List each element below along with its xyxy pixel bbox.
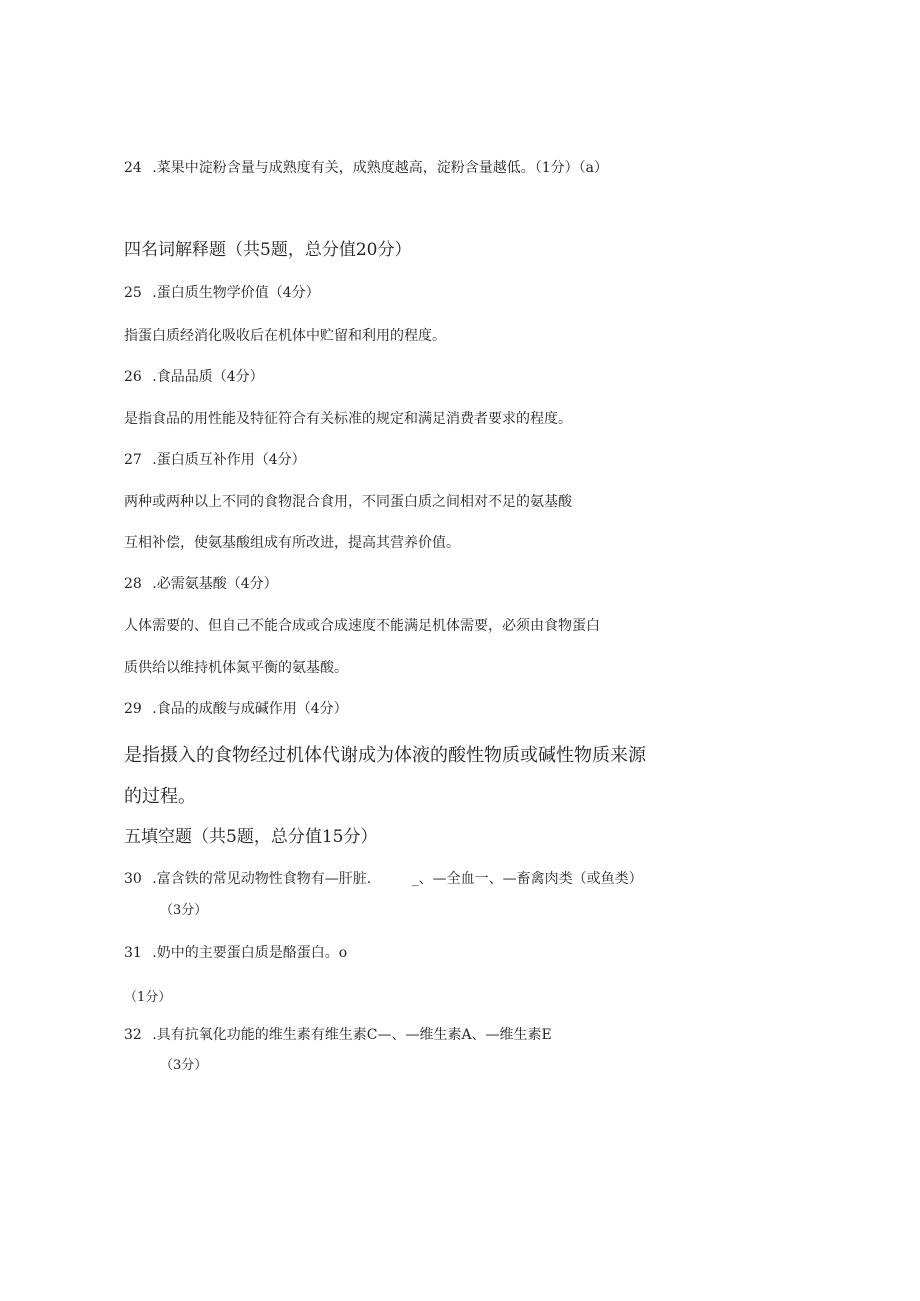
question-30 bbox=[124, 868, 643, 888]
question-31 bbox=[124, 942, 347, 962]
section-heading-5: 五填空题（共5题，总分值15分） bbox=[124, 827, 378, 847]
question-text: .食品品质（4分） bbox=[152, 369, 264, 385]
question-text: .必需氨基酸（4分） bbox=[152, 576, 278, 592]
question-28 bbox=[124, 573, 278, 593]
question-text: .蛋白质生物学价值（4分） bbox=[152, 285, 320, 301]
answer-28-line-2: 质供给以维持机体氮平衡的氨基酸。 bbox=[124, 660, 348, 676]
answer-27-line-1: 两种或两种以上不同的食物混合食用，不同蛋白质之间相对不足的氨基酸 bbox=[124, 494, 572, 510]
question-31-score: （1分） bbox=[124, 990, 172, 1005]
question-text: .富含铁的常见动物性食物有—肝脏. bbox=[152, 871, 372, 887]
question-number: 30 bbox=[124, 871, 142, 887]
question-text: .奶中的主要蛋白质是酪蛋白。o bbox=[152, 945, 348, 961]
question-number: 31 bbox=[124, 945, 142, 961]
question-text-tail: _、—全血一、—畜禽肉类（或鱼类） bbox=[411, 871, 643, 887]
question-30-score: （3分） bbox=[160, 903, 208, 918]
answer-29-line-1: 是指摄入的食物经过机体代谢成为体液的酸性物质或碱性物质来源 bbox=[124, 745, 646, 766]
question-number: 29 bbox=[124, 701, 142, 717]
question-number: 25 bbox=[124, 285, 142, 301]
answer-28-line-1: 人体需要的、但自己不能合成或合成速度不能满足机体需要，必须由食物蛋白 bbox=[124, 618, 600, 634]
answer-25: 指蛋白质经消化吸收后在机体中贮留和利用的程度。 bbox=[124, 328, 446, 344]
question-number: 26 bbox=[124, 369, 142, 385]
answer-26: 是指食品的用性能及特征符合有关标准的规定和满足消费者要求的程度。 bbox=[124, 411, 572, 427]
section-heading-4: 四名词解释题（共5题，总分值20分） bbox=[124, 240, 412, 260]
answer-27-line-2: 互相补偿，使氨基酸组成有所改进，提高其营养价值。 bbox=[124, 535, 460, 551]
question-number: 28 bbox=[124, 576, 142, 592]
question-27 bbox=[124, 449, 306, 469]
question-24 bbox=[124, 157, 608, 177]
question-text: .蛋白质互补作用（4分） bbox=[152, 452, 306, 468]
question-32-score: （3分） bbox=[160, 1058, 208, 1073]
question-32 bbox=[124, 1024, 552, 1044]
question-number: 27 bbox=[124, 452, 142, 468]
question-text: .食品的成酸与成碱作用（4分） bbox=[152, 701, 348, 717]
question-number: 24 bbox=[124, 160, 142, 176]
question-text: .菜果中淀粉含量与成熟度有关，成熟度越高，淀粉含量越低。（1分）（a） bbox=[152, 160, 608, 176]
question-26 bbox=[124, 366, 264, 386]
question-29 bbox=[124, 698, 348, 718]
answer-29-line-2: 的过程。 bbox=[124, 786, 196, 807]
question-text: .具有抗氧化功能的维生素有维生素C—、—维生素A、—维生素E bbox=[152, 1027, 552, 1043]
question-number: 32 bbox=[124, 1027, 142, 1043]
question-25 bbox=[124, 282, 320, 302]
